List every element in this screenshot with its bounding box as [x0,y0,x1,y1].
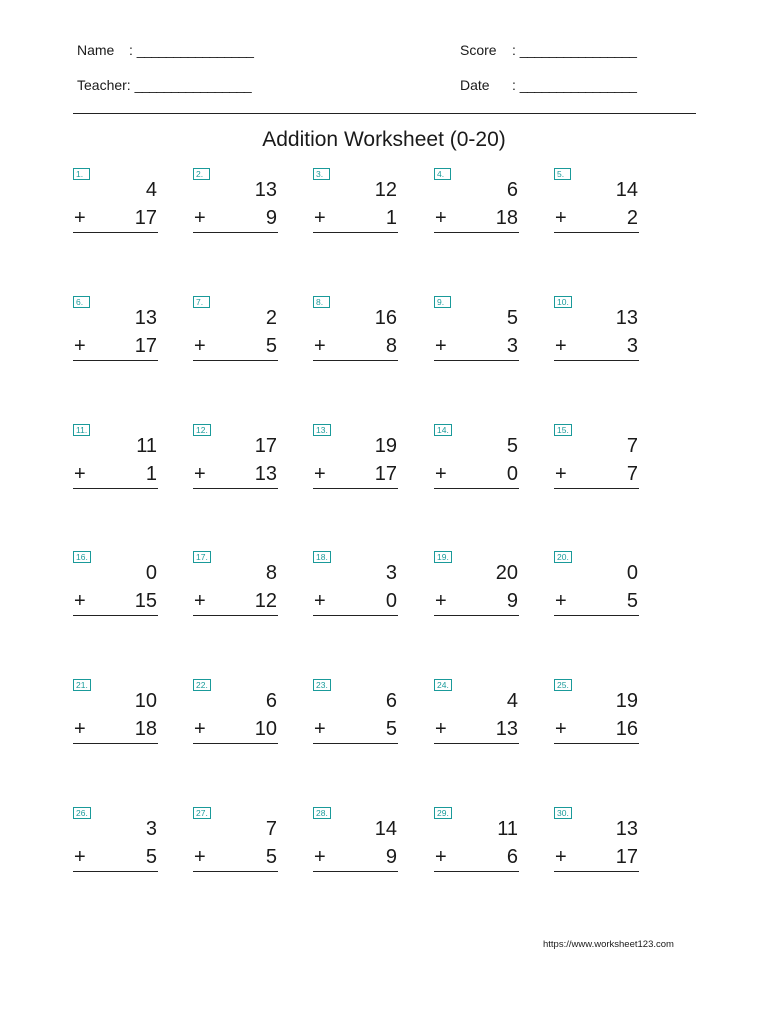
problem-number: 1. [73,168,90,180]
problem-number: 15. [554,424,572,436]
teacher-field[interactable] [77,76,251,94]
addend-bottom: 9 [385,846,397,868]
answer-line[interactable] [554,615,639,616]
plus-sign: + [555,463,567,485]
problem-14[interactable] [434,424,520,504]
addend-bottom: 5 [145,846,157,868]
problem-7[interactable] [193,296,279,376]
addend-top: 13 [254,179,277,201]
addend-top: 11 [136,435,157,457]
addend-top: 6 [265,690,277,712]
answer-line[interactable] [73,871,158,872]
problem-number: 23. [313,679,331,691]
answer-line[interactable] [73,743,158,744]
plus-sign: + [194,463,206,485]
addend-top: 5 [506,307,518,329]
addend-top: 3 [385,562,397,584]
addend-top: 20 [495,562,518,584]
addend-top: 13 [134,307,157,329]
addend-bottom: 13 [495,718,518,740]
plus-sign: + [74,718,86,740]
addend-bottom: 17 [134,207,157,229]
answer-line[interactable] [434,871,519,872]
problem-19[interactable] [434,551,520,631]
answer-line[interactable] [73,360,158,361]
footer-url: https://www.worksheet123.com [543,939,674,950]
problem-16[interactable] [73,551,159,631]
plus-sign: + [194,718,206,740]
addend-bottom: 3 [506,335,518,357]
addend-bottom: 7 [626,463,638,485]
answer-line[interactable] [193,488,278,489]
problem-number: 4. [434,168,451,180]
plus-sign: + [555,846,567,868]
problem-9[interactable] [434,296,520,376]
problem-1[interactable] [73,168,159,248]
addend-bottom: 5 [265,335,277,357]
problem-15[interactable] [554,424,640,504]
plus-sign: + [435,718,447,740]
name-blank[interactable]: ________________ [136,42,254,58]
answer-line[interactable] [554,488,639,489]
problem-number: 17. [193,551,211,563]
answer-line[interactable] [434,360,519,361]
problem-30[interactable] [554,807,640,887]
plus-sign: + [435,463,447,485]
name-label: Name [77,42,115,58]
addend-top: 3 [145,818,157,840]
plus-sign: + [314,463,326,485]
addend-top: 4 [506,690,518,712]
problem-24[interactable] [434,679,520,759]
problem-number: 25. [554,679,572,691]
addend-top: 14 [374,818,397,840]
plus-sign: + [194,590,206,612]
problem-number: 28. [313,807,331,819]
answer-line[interactable] [313,871,398,872]
answer-line[interactable] [313,232,398,233]
addend-bottom: 18 [134,718,157,740]
problem-number: 6. [73,296,90,308]
problem-number: 29. [434,807,452,819]
score-label: Score [460,42,497,58]
plus-sign: + [194,335,206,357]
addend-bottom: 8 [385,335,397,357]
problem-5[interactable] [554,168,640,248]
plus-sign: + [555,207,567,229]
problem-6[interactable] [73,296,159,376]
problem-number: 11. [73,424,90,436]
answer-line[interactable] [434,232,519,233]
problem-number: 24. [434,679,452,691]
problem-number: 21. [73,679,91,691]
addend-bottom: 5 [626,590,638,612]
addend-top: 0 [626,562,638,584]
problem-10[interactable] [554,296,640,376]
worksheet-title: Addition Worksheet (0-20) [262,128,506,151]
answer-line[interactable] [313,615,398,616]
problem-number: 18. [313,551,331,563]
addend-top: 10 [134,690,157,712]
plus-sign: + [555,335,567,357]
date-blank[interactable]: ________________ [519,77,637,93]
addend-top: 6 [506,179,518,201]
addend-top: 16 [374,307,397,329]
problem-17[interactable] [193,551,279,631]
answer-line[interactable] [313,488,398,489]
addend-bottom: 15 [134,590,157,612]
problem-number: 7. [193,296,210,308]
score-blank[interactable]: ________________ [519,42,637,58]
problem-11[interactable] [73,424,159,504]
addend-bottom: 17 [134,335,157,357]
problem-number: 9. [434,296,451,308]
date-field[interactable] [460,76,636,94]
header-divider [73,113,696,114]
problem-number: 12. [193,424,211,436]
plus-sign: + [555,718,567,740]
plus-sign: + [314,335,326,357]
plus-sign: + [74,207,86,229]
plus-sign: + [194,846,206,868]
answer-line[interactable] [554,360,639,361]
addend-top: 13 [615,307,638,329]
plus-sign: + [74,590,86,612]
answer-line[interactable] [313,743,398,744]
answer-line[interactable] [193,871,278,872]
problem-number: 16. [73,551,91,563]
date-label: Date [460,77,490,93]
name-field[interactable] [77,41,253,59]
plus-sign: + [74,335,86,357]
plus-sign: + [314,718,326,740]
answer-line[interactable] [434,488,519,489]
addend-bottom: 16 [615,718,638,740]
date-colon: : [512,77,516,93]
score-colon: : [512,42,516,58]
addend-top: 4 [145,179,157,201]
plus-sign: + [435,335,447,357]
answer-line[interactable] [73,232,158,233]
plus-sign: + [435,590,447,612]
teacher-label: Teacher: [77,77,131,93]
addend-bottom: 18 [495,207,518,229]
addend-top: 11 [497,818,518,840]
problem-20[interactable] [554,551,640,631]
problem-number: 2. [193,168,210,180]
addend-bottom: 5 [385,718,397,740]
problem-number: 27. [193,807,211,819]
addend-bottom: 1 [385,207,397,229]
answer-line[interactable] [434,743,519,744]
answer-line[interactable] [73,488,158,489]
addend-bottom: 5 [265,846,277,868]
problem-number: 10. [554,296,572,308]
problem-number: 26. [73,807,91,819]
answer-line[interactable] [313,360,398,361]
addend-top: 19 [374,435,397,457]
addend-bottom: 17 [374,463,397,485]
answer-line[interactable] [554,232,639,233]
problem-27[interactable] [193,807,279,887]
problem-number: 20. [554,551,572,563]
addend-top: 7 [265,818,277,840]
plus-sign: + [74,463,86,485]
addend-top: 13 [615,818,638,840]
addend-bottom: 1 [145,463,157,485]
problem-29[interactable] [434,807,520,887]
problem-4[interactable] [434,168,520,248]
addend-top: 8 [265,562,277,584]
problem-28[interactable] [313,807,399,887]
answer-line[interactable] [193,743,278,744]
addend-bottom: 2 [626,207,638,229]
problem-26[interactable] [73,807,159,887]
problem-12[interactable] [193,424,279,504]
answer-line[interactable] [434,615,519,616]
answer-line[interactable] [554,743,639,744]
plus-sign: + [74,846,86,868]
answer-line[interactable] [193,615,278,616]
problem-22[interactable] [193,679,279,759]
problem-13[interactable] [313,424,399,504]
problem-number: 22. [193,679,211,691]
plus-sign: + [314,207,326,229]
addend-bottom: 17 [615,846,638,868]
teacher-blank[interactable]: ________________ [134,77,252,93]
score-field[interactable] [460,41,636,59]
answer-line[interactable] [193,232,278,233]
plus-sign: + [314,846,326,868]
addend-top: 7 [626,435,638,457]
problem-number: 5. [554,168,571,180]
problem-2[interactable] [193,168,279,248]
problem-18[interactable] [313,551,399,631]
addend-top: 14 [615,179,638,201]
addend-top: 12 [374,179,397,201]
name-colon: : [129,42,133,58]
problem-number: 30. [554,807,572,819]
problem-21[interactable] [73,679,159,759]
plus-sign: + [194,207,206,229]
addend-top: 2 [265,307,277,329]
addend-bottom: 9 [506,590,518,612]
addend-top: 17 [254,435,277,457]
plus-sign: + [555,590,567,612]
addend-bottom: 13 [254,463,277,485]
addend-bottom: 0 [506,463,518,485]
problem-3[interactable] [313,168,399,248]
addend-bottom: 6 [506,846,518,868]
problem-number: 19. [434,551,452,563]
addend-bottom: 9 [265,207,277,229]
addend-bottom: 12 [254,590,277,612]
plus-sign: + [435,846,447,868]
addend-top: 0 [145,562,157,584]
addend-top: 19 [615,690,638,712]
plus-sign: + [314,590,326,612]
problem-number: 3. [313,168,330,180]
problem-25[interactable] [554,679,640,759]
addend-bottom: 3 [626,335,638,357]
problem-23[interactable] [313,679,399,759]
addend-top: 5 [506,435,518,457]
problem-number: 8. [313,296,330,308]
addend-top: 6 [385,690,397,712]
problem-8[interactable] [313,296,399,376]
addend-bottom: 10 [254,718,277,740]
problem-number: 13. [313,424,331,436]
problem-number: 14. [434,424,452,436]
answer-line[interactable] [193,360,278,361]
answer-line[interactable] [554,871,639,872]
answer-line[interactable] [73,615,158,616]
addend-bottom: 0 [385,590,397,612]
plus-sign: + [435,207,447,229]
